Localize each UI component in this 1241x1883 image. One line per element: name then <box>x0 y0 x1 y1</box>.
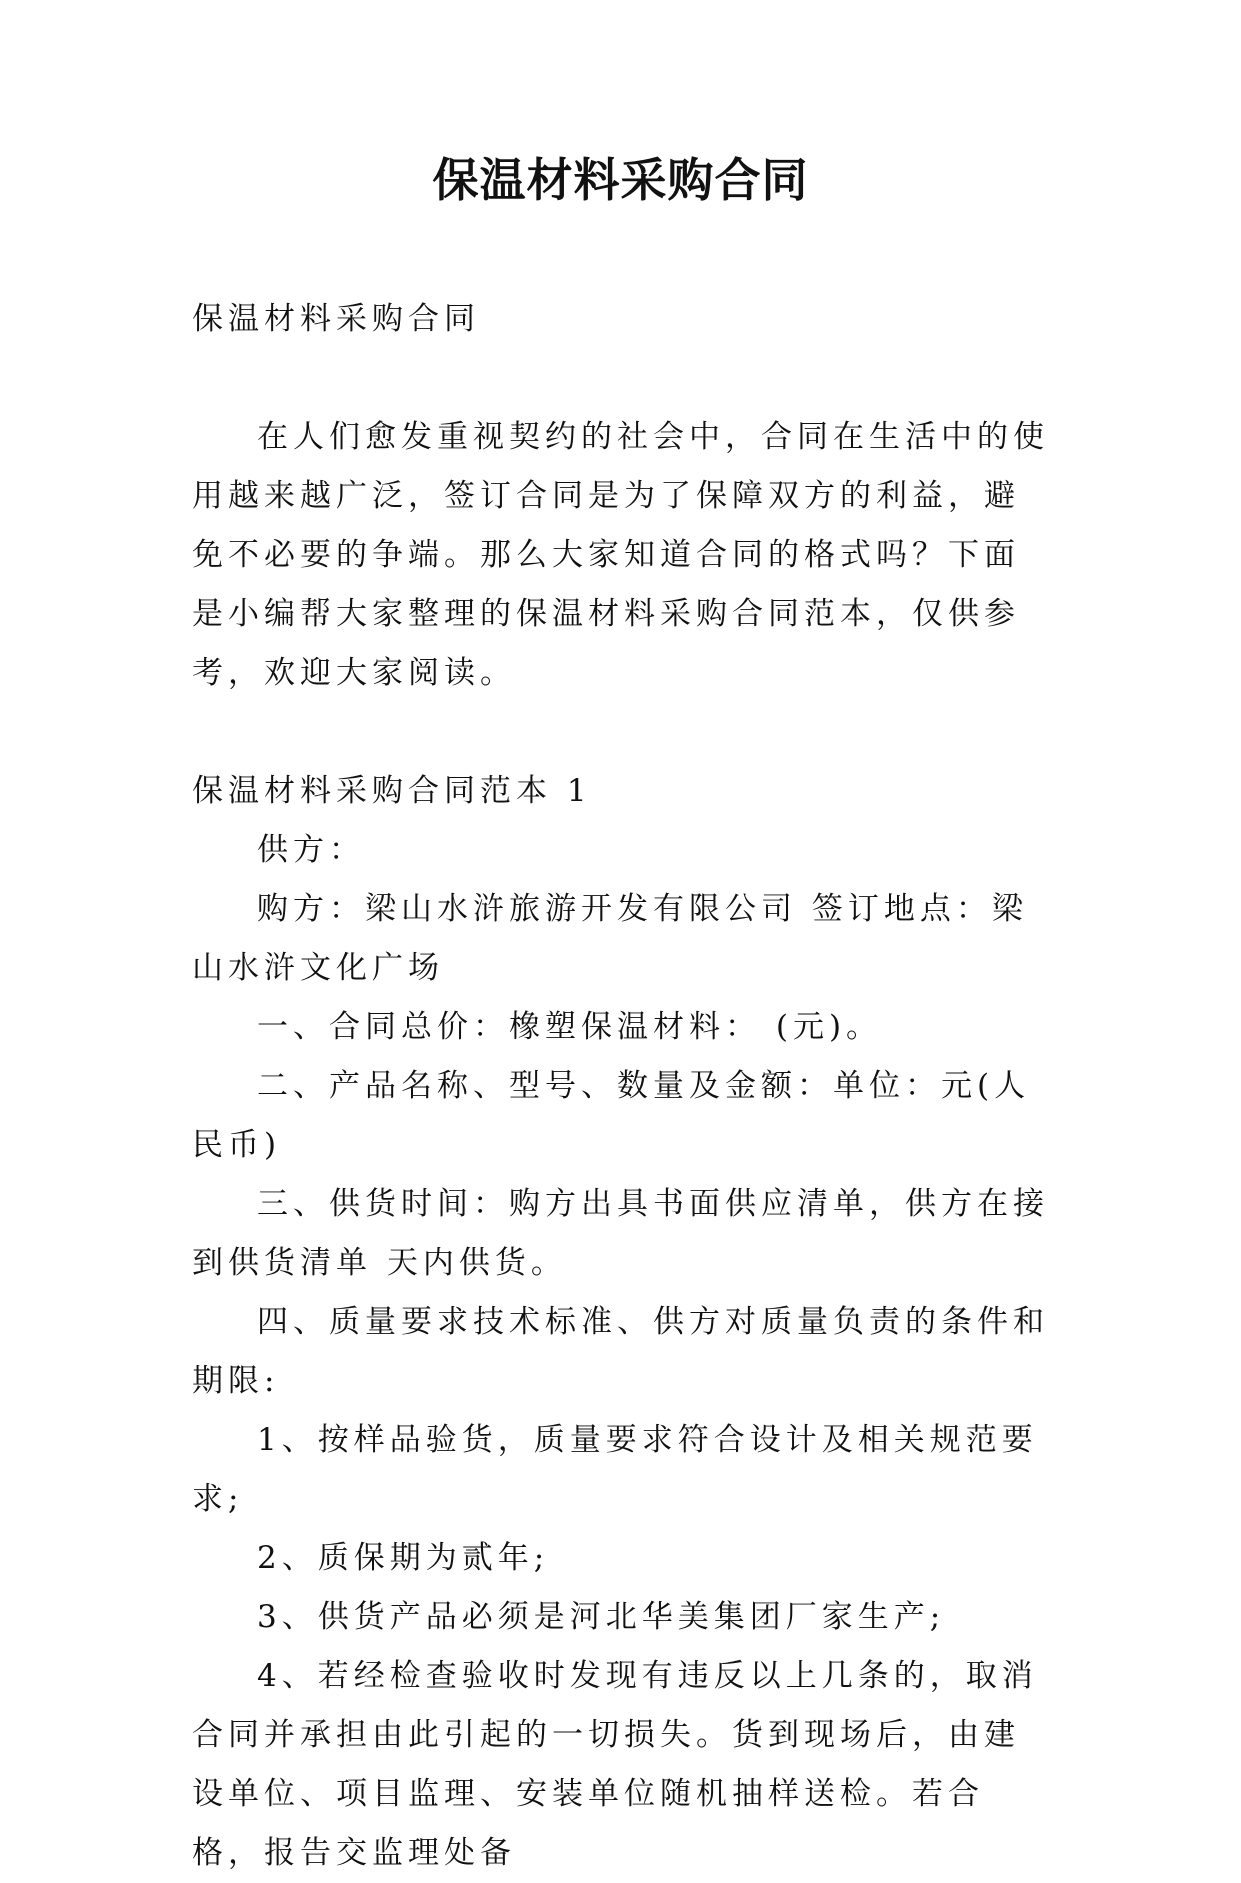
quality-item-4: 4、若经检查验收时发现有违反以上几条的，取消合同并承担由此引起的一切损失。货到现场后，由建设单位、项目监理、安装单位随机抽样送检。若合格，报告交监理处备 <box>192 1658 1038 1871</box>
intro-paragraph: 在人们愈发重视契约的社会中，合同在生活中的使用越来越广泛，签订合同是为了保障双方的利益，避免不必要的争端。那么大家知道合同的格式吗？下面是小编帮大家整理的保温材料采购合同范本，仅供参考，欢迎大家阅读。 <box>192 419 1049 691</box>
buyer-line: 购方：梁山水浒旅游开发有限公司 签订地点：梁山水浒文化广场 <box>192 891 1028 986</box>
document-body <box>192 290 1054 1883</box>
spacer <box>192 703 1054 762</box>
clause-quality-requirements: 四、质量要求技术标准、供方对质量负责的条件和期限: <box>192 1304 1049 1399</box>
document-title: 保温材料采购合同 <box>432 153 809 207</box>
supplier-line: 供方： <box>257 832 365 868</box>
quality-item-2: 2、质保期为贰年; <box>257 1540 550 1576</box>
document-subtitle: 保温材料采购合同 <box>192 301 480 337</box>
section-title: 保温材料采购合同范本 1 <box>192 773 592 809</box>
quality-item-1: 1、按样品验货，质量要求符合设计及相关规范要求; <box>192 1422 1038 1517</box>
spacer <box>192 349 1054 408</box>
clause-total-price: 一、合同总价：橡塑保温材料： (元)。 <box>257 1009 883 1045</box>
clause-delivery-time: 三、供货时间：购方出具书面供应清单，供方在接到供货清单 天内供货。 <box>192 1186 1049 1281</box>
quality-item-3: 3、供货产品必须是河北华美集团厂家生产; <box>257 1599 946 1635</box>
clause-product-details: 二、产品名称、型号、数量及金额：单位：元(人民币) <box>192 1068 1031 1163</box>
